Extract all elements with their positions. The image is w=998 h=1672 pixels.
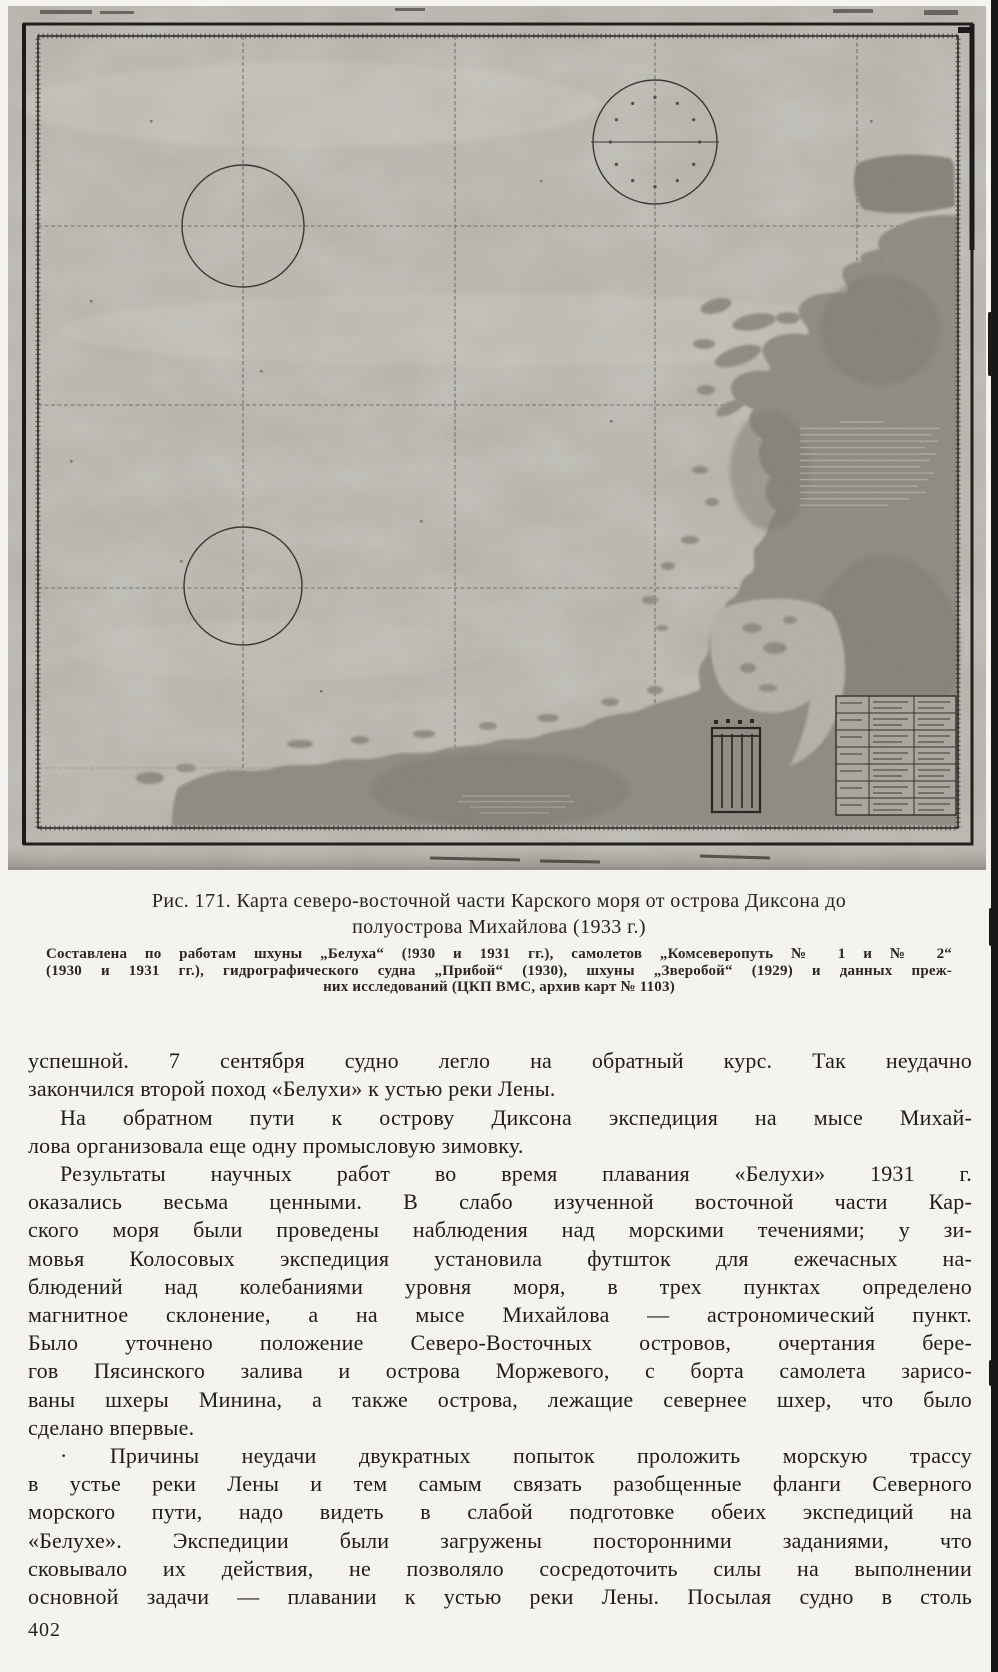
page-edge-mark [989, 1360, 993, 1386]
body-line: Было уточнено положение Северо-Восточных островов, очертания бере- [28, 1330, 972, 1356]
body-line: · Причины неудачи двукратных попыток проложить морскую трассу [60, 1442, 972, 1468]
figure-source-note [46, 946, 952, 996]
body-line: ского моря были проведены наблюдения над морскими течениями; у зи- [28, 1217, 972, 1243]
dust-speck [320, 690, 323, 693]
body-line: Результаты научных работ во время плавания «Белухи» 1931 г. [60, 1160, 972, 1186]
dust-speck [420, 520, 423, 523]
figure-source-line3: них исследований (ЦКП ВМС, архив карт № 1103) [323, 979, 675, 996]
dust-speck [260, 370, 263, 373]
body-text [28, 1047, 972, 1611]
body-line: На обратном пути к острову Диксона экспедиция на мысе Михай- [60, 1104, 972, 1130]
dust-speck [180, 560, 183, 563]
map-grain-texture [8, 6, 986, 870]
body-line: успешной. 7 сентября судно легло на обратный курс. Так неудачно [28, 1048, 972, 1074]
dust-speck [610, 420, 613, 423]
page-edge-mark [988, 312, 993, 376]
body-line: гов Пясинского залива и острова Моржевого, с борта самолета зарисо- [28, 1358, 972, 1384]
page-number: 402 [28, 1619, 61, 1642]
body-line: сковывало их действия, не позволяло сосредоточить силы на выполнении [28, 1555, 972, 1581]
body-line: ваны шхеры Минина, а также острова, лежащие севернее шхер, что было [28, 1386, 972, 1412]
body-line: «Белухе». Экспедиции были загружены посторонними заданиями, что [28, 1527, 972, 1553]
body-line: магнитное склонение, а на мысе Михайлова — астрономический пункт. [28, 1301, 972, 1327]
figure-source-line2: (1930 и 1931 гг.), гидрографического судна „Прибой“ (1930), шхуны „Зверобой“ (1929) и данных преж- [46, 962, 952, 979]
dust-speck [70, 460, 73, 463]
figure-source-line1: Составлена по работам шхуны „Белуха“ (!930 и 1931 гг.), самолетов „Комсеверопуть № 1 и № 2“ [46, 946, 952, 962]
dust-speck [150, 120, 153, 123]
body-line: закончился второй поход «Белухи» к устью реки Лены. [28, 1076, 556, 1102]
body-line: мовья Колосовых экспедиция установила футшток для ежечасных на- [28, 1245, 972, 1271]
dust-speck [90, 300, 93, 303]
body-line: морского пути, надо видеть в слабой подготовке обеих экспедиций на [28, 1499, 972, 1525]
page-edge-shadow [991, 0, 998, 1672]
figure-caption [30, 888, 968, 940]
figure-caption-line2: полуострова Михайлова (1933 г.) [352, 916, 646, 938]
body-line: основной задачи — плавании к устью реки Лены. Посылая судно в столь [28, 1583, 972, 1609]
body-line: сделано впервые. [28, 1414, 195, 1440]
body-line: лова организовала еще одну промысловую зимовку. [28, 1132, 524, 1158]
map-sheet-edge [8, 846, 986, 870]
dust-speck [540, 180, 543, 183]
body-line: оказались весьма ценными. В слабо изученной восточной части Кар- [28, 1189, 972, 1215]
page-edge-mark [989, 908, 993, 946]
body-line: в устье реки Лены и тем самым связать разобщенные фланги Северного [28, 1471, 972, 1497]
dust-speck [870, 120, 873, 123]
figure-caption-line1: Рис. 171. Карта северо-восточной части Карского моря от острова Диксона до [151, 890, 847, 912]
body-line: блюдений над колебаниями уровня моря, в трех пунктах определено [28, 1273, 972, 1299]
